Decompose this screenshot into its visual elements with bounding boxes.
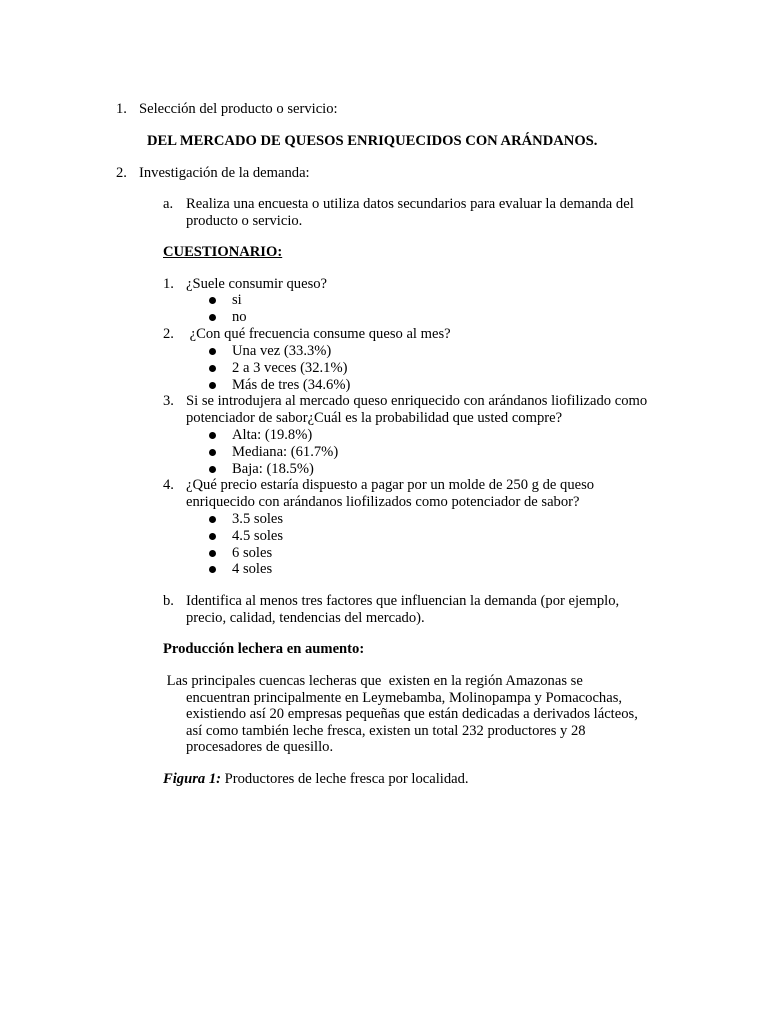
bullet-icon <box>209 550 216 557</box>
bullet-icon <box>209 348 216 355</box>
option-text: 6 soles <box>232 544 273 561</box>
question-number: 3. <box>163 393 174 409</box>
bullet-icon <box>209 365 216 372</box>
bullet-icon <box>209 382 216 389</box>
questionnaire-heading: CUESTIONARIO: <box>163 244 283 260</box>
question-text-line-1: Si se introdujera al mercado queso enriquecido con arándanos liofilizado como <box>186 393 648 409</box>
option-item <box>232 461 338 478</box>
section-2-label: Investigación de la demanda: <box>139 165 310 181</box>
paragraph-line-2: encuentran principalmente en Leymebamba, Molinopampa y Pomacochas, <box>186 690 623 706</box>
option-item <box>232 444 338 461</box>
option-item <box>232 511 283 528</box>
bullet-icon <box>209 432 216 439</box>
option-text: Más de tres (34.6%) <box>232 376 351 393</box>
question-text: ¿Suele consumir queso? <box>186 276 328 292</box>
option-item <box>232 528 283 545</box>
question-text: ¿Con qué frecuencia consume queso al mes? <box>186 326 451 342</box>
figure-label: Figura 1: <box>163 771 221 787</box>
figure-caption-text: Productores de leche fresca por localidad. <box>220 771 469 787</box>
item-b-letter: b. <box>163 593 174 609</box>
bullet-icon <box>209 297 216 304</box>
item-b-line-2: precio, calidad, tendencias del mercado). <box>186 610 425 626</box>
section-1-number: 1. <box>116 101 127 117</box>
option-text: si <box>232 292 242 308</box>
question-text-line-1: ¿Qué precio estaría dispuesto a pagar por un molde de 250 g de queso <box>186 477 595 493</box>
bullet-icon <box>209 516 216 523</box>
item-a-line-1: Realiza una encuesta o utiliza datos secundarios para evaluar la demanda del <box>186 196 634 212</box>
option-item <box>232 292 247 309</box>
question-text-line-2: potenciador de sabor¿Cuál es la probabilidad que usted compre? <box>186 410 563 426</box>
product-title: DEL MERCADO DE QUESOS ENRIQUECIDOS CON ARÁNDANOS. <box>147 133 598 149</box>
paragraph-line-3: existiendo así 20 empresas pequeñas que están dedicadas a derivados lácteos, <box>186 706 638 722</box>
option-text: Baja: (18.5%) <box>232 460 314 477</box>
question-number: 2. <box>163 326 174 342</box>
option-text: Alta: (19.8%) <box>232 427 313 443</box>
question-2-options <box>232 343 350 393</box>
option-item <box>232 377 350 394</box>
option-item <box>232 561 283 578</box>
option-text: 3.5 soles <box>232 511 284 527</box>
option-item <box>232 343 350 360</box>
paragraph-line-1: Las principales cuencas lecheras que existen en la región Amazonas se <box>163 673 583 689</box>
item-b-line-1: Identifica al menos tres factores que influencian la demanda (por ejemplo, <box>186 593 620 609</box>
question-number: 1. <box>163 276 174 292</box>
bullet-icon <box>209 314 216 321</box>
item-a-line-2: producto o servicio. <box>186 213 303 229</box>
option-text: Una vez (33.3%) <box>232 343 332 359</box>
bullet-icon <box>209 466 216 473</box>
option-text: 4.5 soles <box>232 527 284 544</box>
paragraph-line-4: así como también leche fresca, existen un total 232 productores y 28 <box>186 723 586 739</box>
question-4-options <box>232 511 283 578</box>
bullet-icon <box>209 533 216 540</box>
section-1-label: Selección del producto o servicio: <box>139 101 338 117</box>
section-2-number: 2. <box>116 165 127 181</box>
option-text: 4 soles <box>232 561 273 578</box>
question-3-options <box>232 427 338 477</box>
option-item <box>232 360 350 377</box>
option-item <box>232 545 283 562</box>
question-1-options <box>232 292 247 326</box>
option-text: no <box>232 308 247 325</box>
figure-caption <box>163 771 469 788</box>
item-a-letter: a. <box>163 196 174 212</box>
bullet-icon <box>209 449 216 456</box>
paragraph-line-5: procesadores de quesillo. <box>186 739 334 755</box>
option-text: Mediana: (61.7%) <box>232 443 339 460</box>
bullet-icon <box>209 566 216 573</box>
option-item <box>232 309 247 326</box>
option-text: 2 a 3 veces (32.1%) <box>232 359 348 376</box>
question-number: 4. <box>163 477 174 493</box>
production-heading: Producción lechera en aumento: <box>163 641 365 657</box>
option-item <box>232 427 338 444</box>
question-text-line-2: enriquecido con arándanos liofilizados como potenciador de sabor? <box>186 494 580 510</box>
